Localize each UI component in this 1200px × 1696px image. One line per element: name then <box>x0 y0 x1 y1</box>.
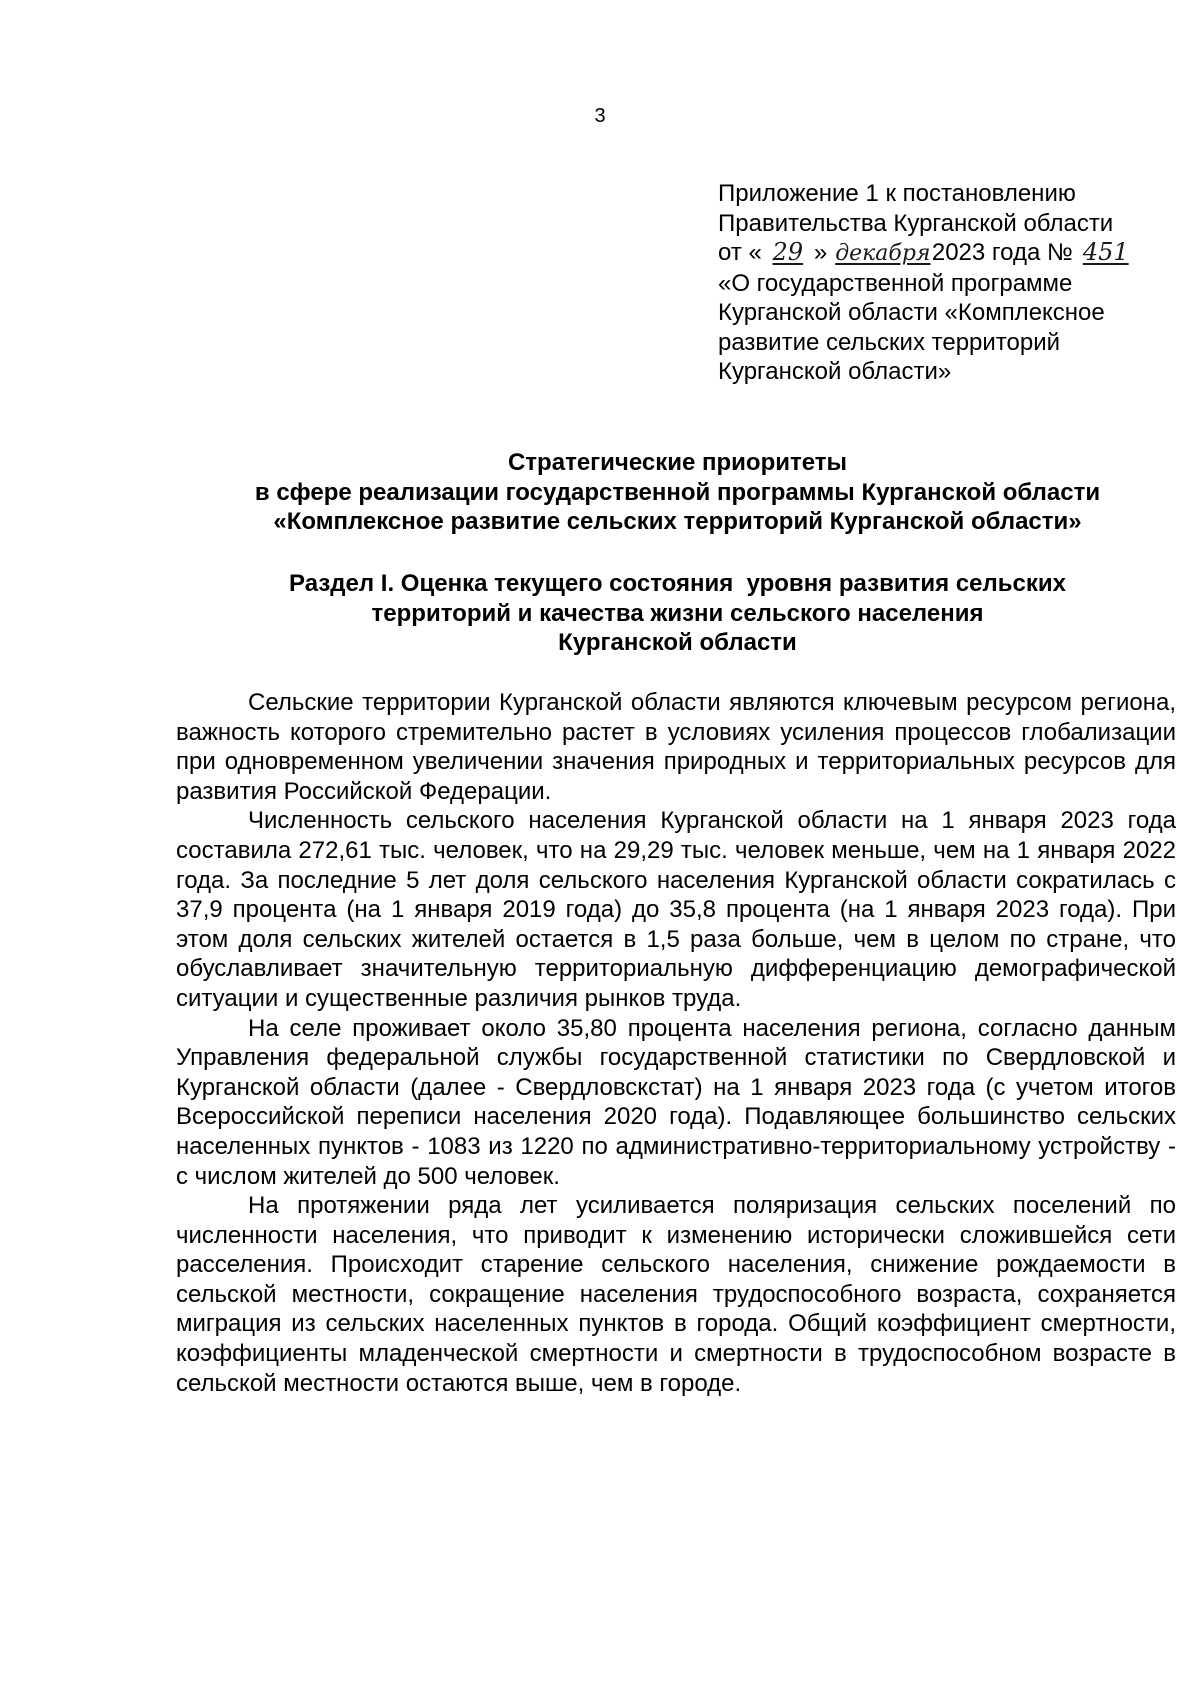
appendix-block <box>718 179 1168 387</box>
appendix-line-2: Правительства Курганской области <box>718 209 1114 237</box>
section-heading <box>140 569 1200 658</box>
paragraph-2: Численность сельского населения Курганской области на 1 января 2023 года составила 272,61 тыс. человек, что на 29,29 тыс. человек меньше, чем на 1 января 2022 года. За последние 5 лет доля сельского населения Курганской области сократилась с 37,9 процента (на 1 января 2019 года) до 35,8 процента (на 1 января 2023 года). При этом доля сельских жителей остается в 1,5 раза больше, чем в целом по стране, что обуславливает значительную территориальную дифференциацию демографической ситуации и существенные различия рынков труда. <box>176 807 1176 1012</box>
paragraph-3: На селе проживает около 35,80 процента населения региона, согласно данным Управления федеральной службы государственной статистики по Свердловской и Курганской области (далее - Свердловскстат) на 1 января 2023 года (с учетом итогов Всероссийской переписи населения 2020 года). Подавляющее большинство сельских населенных пунктов - 1083 из 1220 по административно-территориальному устройству - с числом жителей до 500 человек. <box>176 1014 1176 1190</box>
section-line-3: Курганской области <box>558 629 797 656</box>
title-line-2: в сфере реализации государственной программы Курганской области <box>254 478 1101 506</box>
paragraph-1: Сельские территории Курганской области являются ключевым ресурсом региона, важность которого стремительно растет в условиях усиления процессов глобализации при одновременном увеличении значения природных и территориальных ресурсов для развития Российской Федерации. <box>176 689 1176 805</box>
paragraph-4: На протяжении ряда лет усиливается поляризация сельских поселений по численности населения, что приводит к изменению исторически сложившейся сети расселения. Происходит старение сельского населения, снижение рождаемости в сельской местности, сокращение населения трудоспособного возраста, сохраняется миграция из сельских населенных пунктов в города. Общий коэффициент смертности, коэффициенты младенческой смертности и смертности в трудоспособном возрасте в сельской местности остаются выше, чем в городе. <box>176 1192 1176 1397</box>
section-line-2: территорий и качества жизни сельского населения <box>371 599 984 627</box>
handwritten-day: 29 <box>772 238 804 266</box>
date-mid: » <box>813 239 828 266</box>
appendix-line-4: «О государственной программе <box>718 269 1073 297</box>
title-line-1: Стратегические приоритеты <box>507 449 848 476</box>
appendix-line-5: Курганской области «Комплексное <box>718 299 1105 326</box>
title-line-3: «Комплексное развитие сельских территорий Курганской области» <box>273 508 1082 535</box>
document-title <box>140 448 1200 537</box>
handwritten-doc-number: 451 <box>1082 238 1129 266</box>
section-line-1: Раздел I. Оценка текущего состояния уровня развития сельских <box>289 570 1066 597</box>
appendix-line-1: Приложение 1 к постановлению <box>718 180 1076 207</box>
date-prefix: от « <box>718 239 762 266</box>
appendix-line-7: Курганской области» <box>718 358 952 385</box>
body-text <box>176 688 1176 1398</box>
handwritten-month: декабря <box>835 241 931 266</box>
date-year-text: 2023 года № <box>931 239 1073 266</box>
page-number: 3 <box>594 105 606 127</box>
appendix-line-6: развитие сельских территорий <box>718 328 1061 356</box>
appendix-date-line <box>718 238 1168 269</box>
